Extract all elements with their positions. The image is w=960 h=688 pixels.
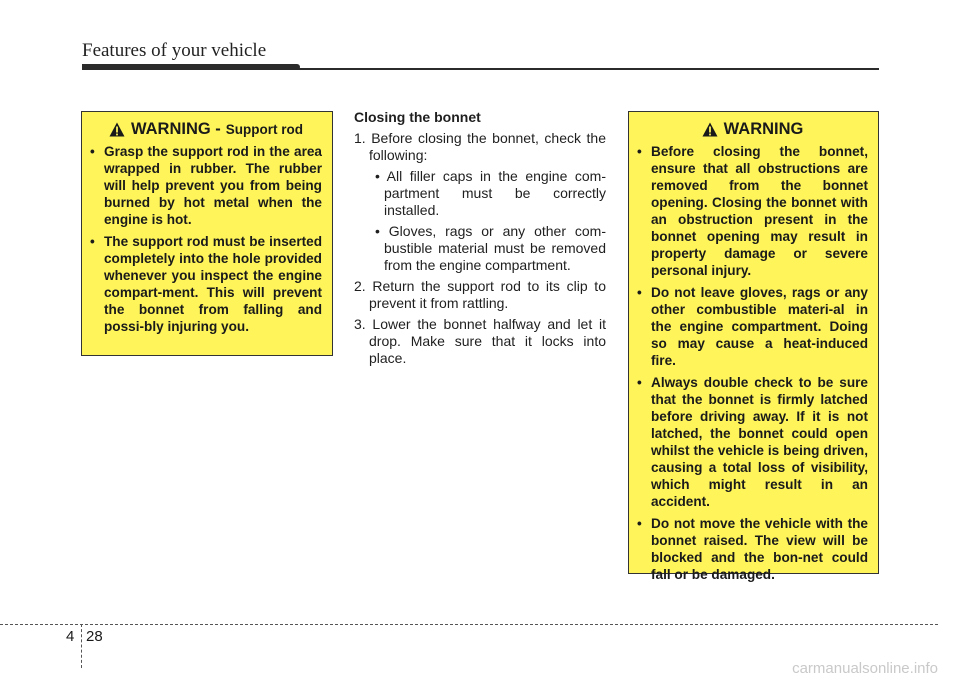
warning-heading <box>637 120 868 139</box>
list-item: • Before closing the bonnet, ensure that all obstructions are removed from the bonnet opening. Closing the bonnet with an obstruction present in the bonnet opening may result in property damage or severe personal injury. <box>637 143 868 279</box>
step-3: 3. Lower the bonnet halfway and let it drop. Make sure that it locks into place. <box>354 316 606 366</box>
step-1-sub-item: • All filler caps in the engine com-partment must be correctly installed. <box>375 168 606 218</box>
step-1-sub-item: • Gloves, rags or any other com-bustible material must be removed from the engine compartment. <box>375 223 606 273</box>
warning-box-support-rod <box>81 111 333 356</box>
warning-triangle-icon <box>109 122 125 137</box>
step-1: 1. Before closing the bonnet, check the following: <box>354 130 606 163</box>
page-section-number: 4 <box>66 628 75 645</box>
list-item: • Always double check to be sure that the bonnet is firmly latched before driving away. If it is not latched, the bonnet could open whilst the vehicle is being driven, causing a total loss of visibility, which might result in an accident. <box>637 374 868 510</box>
watermark: carmanualsonline.info <box>792 660 938 677</box>
section-heading: Closing the bonnet <box>354 109 481 125</box>
step-2: 2. Return the support rod to its clip to prevent it from rattling. <box>354 278 606 311</box>
list-item: • The support rod must be inserted completely into the hole provided whenever you inspect the engine compart-ment. This will prevent the bonnet from falling and possi-bly injuring you. <box>90 233 322 335</box>
warning-list <box>637 143 868 583</box>
warning-triangle-icon <box>702 122 718 137</box>
footer-divider <box>0 624 938 625</box>
list-item: • Do not leave gloves, rags or any other combustible materi-al in the engine compartment. Doing so may cause a heat-induced fire. <box>637 284 868 369</box>
footer-page-divider <box>81 624 82 668</box>
warning-list <box>90 143 322 335</box>
page-header-title: Features of your vehicle <box>82 40 267 61</box>
warning-box-closing <box>628 111 879 582</box>
closing-bonnet-section <box>354 109 606 371</box>
page-number: 28 <box>86 628 103 645</box>
warning-title: WARNING - <box>130 120 221 138</box>
warning-heading <box>90 120 322 139</box>
warning-title: WARNING <box>723 120 804 138</box>
list-item: • Do not move the vehicle with the bonnet raised. The view will be blocked and the bon-net could fall or be damaged. <box>637 515 868 583</box>
list-item: • Grasp the support rod in the area wrapped in rubber. The rubber will help prevent you from being burned by hot metal when the engine is hot. <box>90 143 322 228</box>
warning-subtitle: Support rod <box>225 122 304 137</box>
header-rule <box>82 68 879 70</box>
